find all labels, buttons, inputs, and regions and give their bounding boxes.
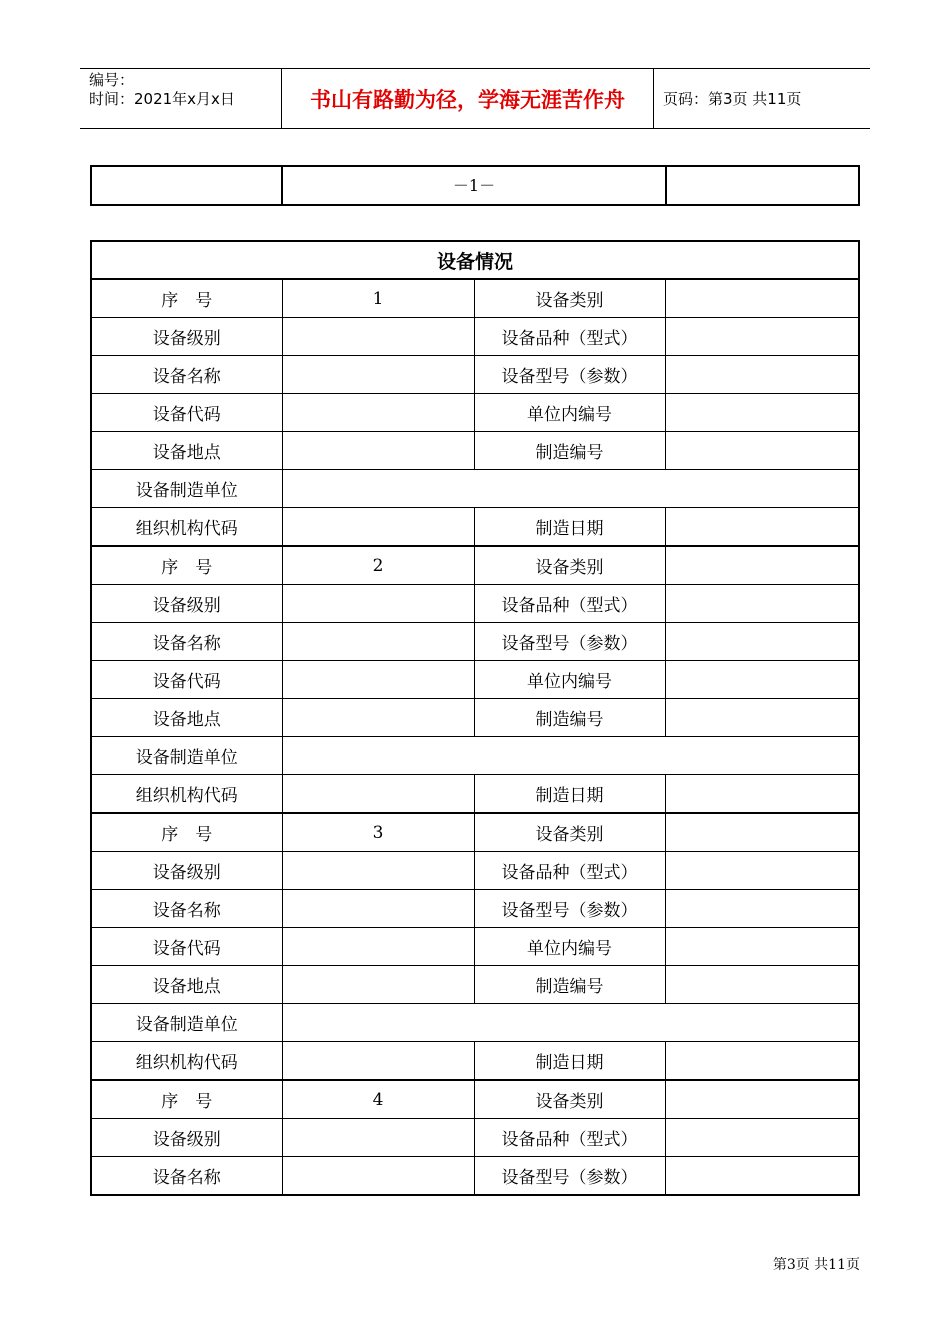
field-value <box>665 1042 859 1081</box>
time-label: 时间：2021年x月x日 <box>89 90 235 108</box>
field-value <box>282 852 474 890</box>
field-value <box>665 318 859 356</box>
field-value <box>665 966 859 1004</box>
marker-cell-right <box>666 166 859 205</box>
table-row <box>91 852 859 890</box>
field-label: 设备型号（参数） <box>474 890 665 928</box>
table-row <box>91 966 859 1004</box>
seq-value: 4 <box>282 1080 474 1119</box>
field-label: 制造编号 <box>474 432 665 470</box>
field-value <box>665 1080 859 1119</box>
table-row <box>91 890 859 928</box>
field-value <box>282 470 859 508</box>
field-label: 设备制造单位 <box>91 737 282 775</box>
field-label: 设备代码 <box>91 661 282 699</box>
page-marker: －1－ <box>282 166 666 205</box>
field-value <box>665 852 859 890</box>
table-row <box>91 661 859 699</box>
field-label: 设备地点 <box>91 432 282 470</box>
field-label: 设备代码 <box>91 394 282 432</box>
seq-value: 1 <box>282 279 474 318</box>
field-value <box>665 546 859 585</box>
field-label: 设备类别 <box>474 1080 665 1119</box>
field-label: 设备型号（参数） <box>474 356 665 394</box>
table-row <box>91 1004 859 1042</box>
table-row <box>91 737 859 775</box>
field-value <box>282 432 474 470</box>
field-label: 设备级别 <box>91 852 282 890</box>
field-value <box>282 699 474 737</box>
table-row <box>91 1157 859 1196</box>
field-value <box>282 1004 859 1042</box>
table-row <box>91 623 859 661</box>
table-row <box>91 585 859 623</box>
field-label: 制造日期 <box>474 508 665 547</box>
field-label: 单位内编号 <box>474 394 665 432</box>
field-value <box>665 813 859 852</box>
field-value <box>282 1042 474 1081</box>
field-label: 设备级别 <box>91 1119 282 1157</box>
table-title: 设备情况 <box>91 241 859 279</box>
field-label: 设备名称 <box>91 1157 282 1196</box>
table-row <box>91 813 859 852</box>
field-value <box>665 1157 859 1196</box>
field-value <box>282 928 474 966</box>
field-value <box>665 432 859 470</box>
table-row <box>91 1080 859 1119</box>
table-row <box>91 1119 859 1157</box>
field-value <box>282 1119 474 1157</box>
table-row <box>91 356 859 394</box>
field-label: 序 号 <box>91 279 282 318</box>
field-label: 制造编号 <box>474 966 665 1004</box>
marker-cell-left <box>91 166 282 205</box>
field-value <box>282 737 859 775</box>
field-value <box>665 775 859 814</box>
field-label: 设备级别 <box>91 318 282 356</box>
field-value <box>282 1157 474 1196</box>
field-label: 设备型号（参数） <box>474 623 665 661</box>
table-row <box>91 775 859 814</box>
field-value <box>665 890 859 928</box>
field-label: 设备地点 <box>91 966 282 1004</box>
field-value <box>665 279 859 318</box>
field-label: 序 号 <box>91 546 282 585</box>
table-row <box>91 928 859 966</box>
field-label: 制造日期 <box>474 1042 665 1081</box>
seq-value: 3 <box>282 813 474 852</box>
page-header <box>80 68 870 129</box>
field-label: 单位内编号 <box>474 661 665 699</box>
field-label: 设备类别 <box>474 813 665 852</box>
field-label: 设备品种（型式） <box>474 1119 665 1157</box>
header-meta <box>80 69 282 128</box>
field-value <box>282 623 474 661</box>
field-value <box>665 585 859 623</box>
table-row <box>91 432 859 470</box>
header-page-info: 页码：第3页 共11页 <box>663 90 802 108</box>
field-label: 设备地点 <box>91 699 282 737</box>
field-label: 设备品种（型式） <box>474 585 665 623</box>
field-value <box>665 394 859 432</box>
field-label: 设备名称 <box>91 890 282 928</box>
field-value <box>282 775 474 814</box>
table-row <box>91 279 859 318</box>
table-row <box>91 470 859 508</box>
field-label: 设备制造单位 <box>91 470 282 508</box>
field-label: 制造日期 <box>474 775 665 814</box>
field-label: 序 号 <box>91 813 282 852</box>
field-label: 设备类别 <box>474 279 665 318</box>
field-label: 设备名称 <box>91 356 282 394</box>
field-label: 设备代码 <box>91 928 282 966</box>
field-label: 组织机构代码 <box>91 1042 282 1081</box>
field-value <box>665 661 859 699</box>
field-label: 设备级别 <box>91 585 282 623</box>
number-label: 编号： <box>89 71 135 89</box>
field-label: 组织机构代码 <box>91 775 282 814</box>
page-marker-box <box>90 165 860 206</box>
table-row <box>91 699 859 737</box>
field-label: 单位内编号 <box>474 928 665 966</box>
field-label: 设备品种（型式） <box>474 852 665 890</box>
equipment-table <box>90 240 860 1196</box>
field-value <box>665 356 859 394</box>
table-row <box>91 508 859 547</box>
field-value <box>665 508 859 547</box>
table-row <box>91 318 859 356</box>
field-value <box>282 356 474 394</box>
field-label: 制造编号 <box>474 699 665 737</box>
field-label: 设备制造单位 <box>91 1004 282 1042</box>
table-row <box>91 1042 859 1081</box>
field-value <box>282 661 474 699</box>
field-label: 设备型号（参数） <box>474 1157 665 1196</box>
field-value <box>282 508 474 547</box>
field-value <box>665 623 859 661</box>
field-value <box>665 1119 859 1157</box>
field-value <box>282 318 474 356</box>
field-label: 组织机构代码 <box>91 508 282 547</box>
field-value <box>282 890 474 928</box>
field-label: 序 号 <box>91 1080 282 1119</box>
field-label: 设备品种（型式） <box>474 318 665 356</box>
table-row <box>91 546 859 585</box>
header-motto: 书山有路勤为径，学海无涯苦作舟 <box>282 69 654 128</box>
seq-value: 2 <box>282 546 474 585</box>
field-value <box>665 699 859 737</box>
table-row <box>91 394 859 432</box>
field-label: 设备名称 <box>91 623 282 661</box>
field-value <box>282 585 474 623</box>
page-footer: 第3页 共11页 <box>772 1257 860 1273</box>
field-value <box>282 966 474 1004</box>
field-value <box>665 928 859 966</box>
field-label: 设备类别 <box>474 546 665 585</box>
field-value <box>282 394 474 432</box>
